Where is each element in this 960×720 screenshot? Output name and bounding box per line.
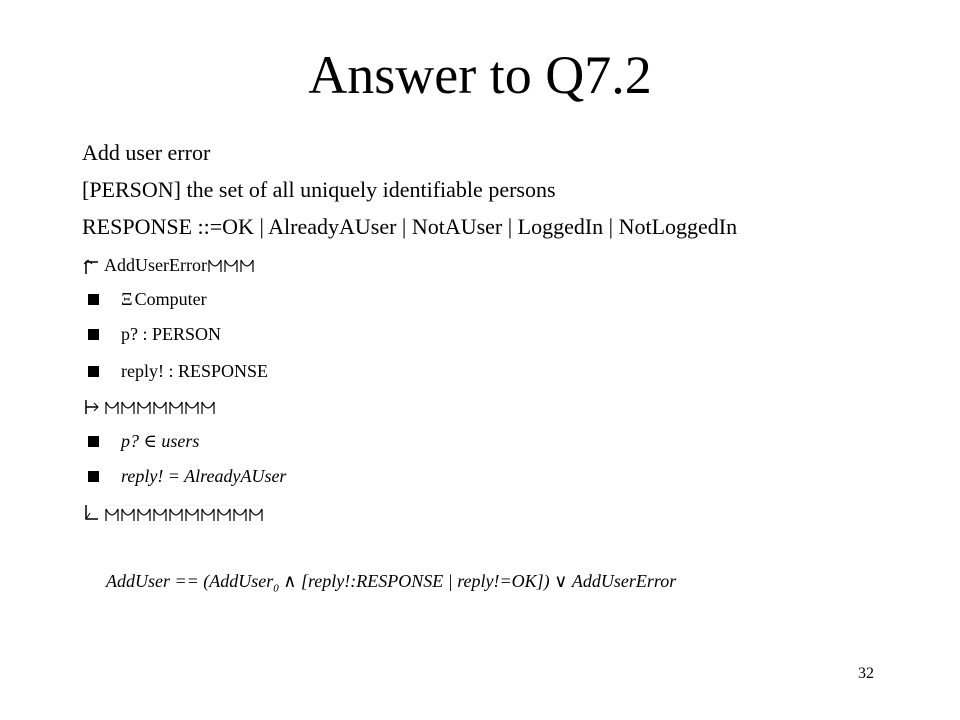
declaration-item — [88, 289, 207, 310]
predicate-item — [88, 466, 286, 487]
bullet-icon — [88, 329, 99, 340]
bullet-icon — [88, 471, 99, 482]
intro-line-2: [PERSON] the set of all uniquely identifiable persons — [82, 177, 556, 202]
schema-line-tick-icon — [152, 398, 168, 416]
intro-line-1: Add user error — [82, 140, 211, 165]
schema-line-tick-icon — [216, 505, 232, 523]
schema-bottom — [82, 503, 264, 525]
predicate-text: p? ∈ users — [121, 431, 200, 451]
schema-line-tick-icon — [184, 505, 200, 523]
declaration-item — [88, 361, 268, 382]
declaration-text: Computer — [134, 289, 207, 309]
bullet-icon — [88, 294, 99, 305]
formula-and-symbol: ∧ — [278, 571, 301, 591]
page-number: 32 — [858, 665, 874, 682]
bullet-icon — [88, 366, 99, 377]
schema-line-tick-icon — [136, 398, 152, 416]
schema-line-tick-icon — [152, 505, 168, 523]
schema-line-tick-icon — [223, 256, 239, 274]
schema-line-tick-icon — [200, 505, 216, 523]
schema-line-tick-icon — [200, 398, 216, 416]
declaration-text: reply! : RESPONSE — [121, 361, 269, 381]
formula-subscript: 0 — [273, 582, 279, 595]
schema-line-tick-icon — [104, 505, 120, 523]
schema-line-tick-icon — [239, 256, 255, 274]
schema-line-tick-icon — [232, 505, 248, 523]
schema-line-tick-icon — [248, 505, 264, 523]
schema-line-tick-icon — [207, 256, 223, 274]
formula-part-3: AddUserError — [571, 571, 677, 591]
schema-line-tick-icon — [120, 398, 136, 416]
adduser-formula — [106, 571, 676, 595]
declaration-item — [88, 324, 221, 345]
schema-line-tick-icon — [168, 398, 184, 416]
schema-divider-icon — [82, 396, 102, 418]
schema-line-tick-icon — [104, 398, 120, 416]
schema-line-tick-icon — [120, 505, 136, 523]
schema-name: AddUserError — [104, 254, 207, 275]
predicate-text: reply! = AlreadyAUser — [121, 466, 287, 486]
xi-symbol: Ξ — [121, 289, 133, 309]
predicate-item — [88, 431, 199, 452]
formula-part-2: [reply!:RESPONSE | reply!=OK]) — [300, 571, 550, 591]
formula-part-1: AddUser == (AddUser — [106, 571, 274, 591]
schema-bottom-corner-icon — [82, 503, 102, 525]
schema-line-tick-icon — [136, 505, 152, 523]
schema-line-tick-icon — [168, 505, 184, 523]
schema-line-tick-icon — [184, 398, 200, 416]
schema-header — [82, 254, 255, 276]
bullet-icon — [88, 436, 99, 447]
schema-top-corner-icon — [82, 254, 102, 276]
formula-or-symbol: ∨ — [549, 571, 572, 591]
slide-title: Answer to Q7.2 — [308, 45, 652, 105]
declaration-text: p? : PERSON — [121, 324, 222, 344]
intro-line-3: RESPONSE ::=OK | AlreadyAUser | NotAUser | LoggedIn | NotLoggedIn — [82, 214, 738, 239]
schema-divider — [82, 396, 216, 418]
